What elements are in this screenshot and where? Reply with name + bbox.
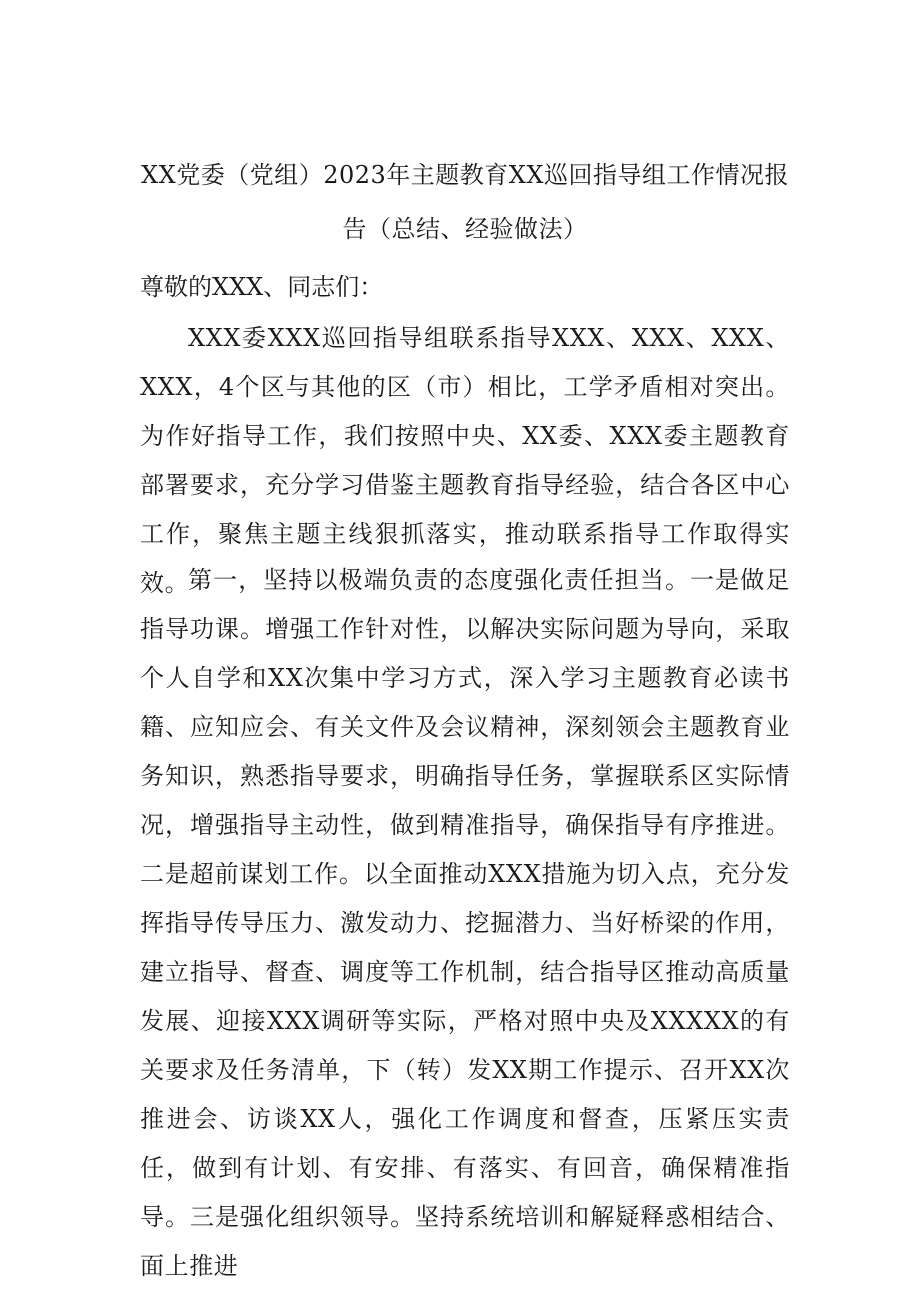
paragraph-first-point: 第一，坚持以极端负责的态度强化责任担当。一是做足指导功课。增强工作针对性，以解决实际问题为导向，采取个人自学和XX次集中学习方式，深入学习主题教育必读书籍、应知应会、有关文件及会议精神，深刻领会主题教育业务知识，熟悉指导要求，明确指导任务，掌握联系区实际情况，增强指导主动性，做到精准指导，确保指导有序推进。二是超前谋划工作。以全面推动XXX措施为切入点，充分发挥指导传导压力、激发动力、挖掘潜力、当好桥梁的作用，建立指导、督查、调度等工作机制，结合指导区推动高质量发展、迎接XXX调研等实际，严格对照中央及XXXXX的有关要求及任务清单，下（转）发XX期工作提示、召开XX次推进会、访谈XX人，强化工作调度和督查，压紧压实责任，做到有计划、有安排、有落实、有回音，确保精准指导。三是强化组织领导。坚持系统培训和解疑释惑相结合、面上推进 [140, 566, 790, 1280]
document-title: XX党委（党组）2023年主题教育XX巡回指导组工作情况报告（总结、经验做法） [141, 161, 789, 243]
salutation: 尊敬的XXX、同志们： [140, 273, 384, 301]
paragraph-intro: XXX委XXX巡回指导组联系指导XXX、XXX、XXX、XXX，4个区与其他的区（市）相比，工学矛盾相对突出。为作好指导工作，我们按照中央、XX委、XXX委主题教育部署要求，充分学习借鉴主题教育指导经验，结合各区中心工作，聚焦主题主线狠抓落实，推动联系指导工作取得实效。 [140, 324, 790, 597]
